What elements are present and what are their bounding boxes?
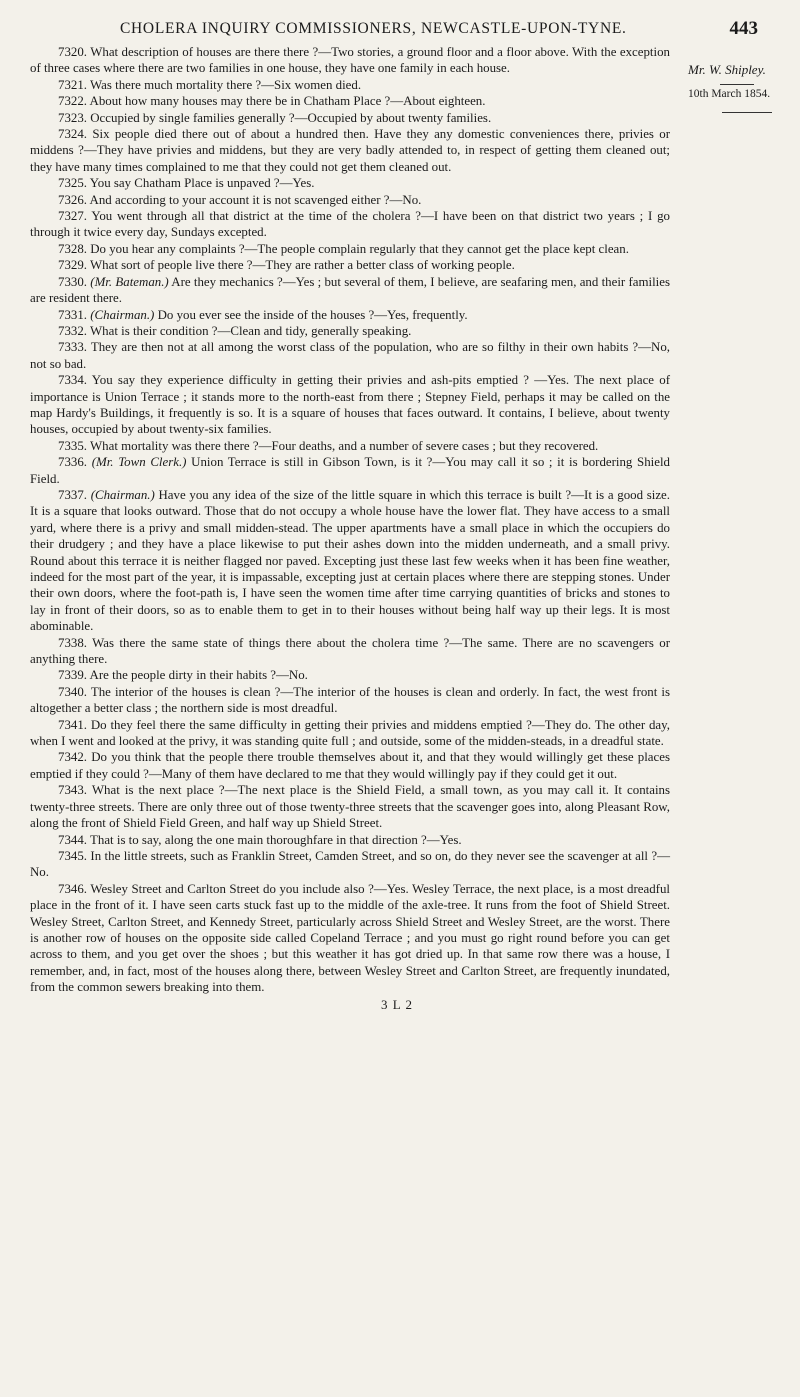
testimony-paragraph <box>30 323 670 339</box>
speaker-label: (Chairman.) <box>90 307 155 322</box>
paragraph-text: And according to your account it is not scavenged either ?—No. <box>89 192 422 207</box>
question-number: 7337. <box>58 487 88 502</box>
speaker-label: (Mr. Town Clerk.) <box>91 455 187 470</box>
question-number: 7322. <box>58 94 88 109</box>
witness-name: Mr. W. Shipley. <box>688 62 766 77</box>
testimony-paragraph <box>30 881 670 996</box>
paragraph-text: In the little streets, such as Franklin Street, Camden Street, and so on, do they never see the scavenger at all ?—No. <box>30 848 670 880</box>
question-number: 7335. <box>58 438 88 453</box>
paragraph-text: Are they mechanics ?—Yes ; but several of them, I believe, are seafaring men, and their families are resident there. <box>30 274 670 306</box>
testimony-paragraph <box>30 274 670 307</box>
question-number: 7340. <box>58 684 88 699</box>
testimony-paragraph <box>30 782 670 831</box>
paragraph-text: You say they experience difficulty in getting their privies and ash-pits emptied ? —Yes. The next place of importance is Union Terrace ; it stands more to the north-east from there ; Stepney Field, perhaps it may be called on the map Hardy's Buildings, it frequently is so. It is a square of houses that faces outward. It contains, I believe, about twenty houses, occupied by about twenty-six families. <box>30 373 670 437</box>
paragraph-text: Occupied by single families generally ?—Occupied by about twenty families. <box>90 110 492 125</box>
question-number: 7325. <box>58 176 88 191</box>
paragraph-text: The interior of the houses is clean ?—The interior of the houses is clean and orderly. In fact, the west front is altogether a better class ; the northern side is most dreadful. <box>30 684 670 716</box>
paragraph-text: Are the people dirty in their habits ?—No. <box>89 668 308 683</box>
testimony-paragraph <box>30 93 670 109</box>
question-number: 7323. <box>58 110 88 125</box>
speaker-label: (Mr. Bateman.) <box>90 274 169 289</box>
question-number: 7342. <box>58 750 88 765</box>
hearing-date: 10th March 1854. <box>688 88 771 100</box>
question-number: 7343. <box>58 783 88 798</box>
question-number: 7345. <box>58 848 88 863</box>
testimony-paragraph <box>30 110 670 126</box>
testimony-paragraph <box>30 717 670 750</box>
testimony-paragraph <box>30 848 670 881</box>
question-number: 7331. <box>58 307 88 322</box>
paragraph-text: Was there much mortality there ?—Six women died. <box>90 77 362 92</box>
question-number: 7341. <box>58 717 88 732</box>
question-number: 7338. <box>58 635 88 650</box>
question-number: 7329. <box>58 258 88 273</box>
question-number: 7327. <box>58 209 88 224</box>
page-header <box>30 10 764 44</box>
testimony-paragraph <box>30 749 670 782</box>
testimony-paragraph <box>30 667 670 683</box>
question-number: 7324. <box>58 127 88 142</box>
page-number: 443 <box>729 18 758 39</box>
paragraph-text: What mortality was there there ?—Four deaths, and a number of severe cases ; but they recovered. <box>90 438 599 453</box>
testimony-paragraph <box>30 208 670 241</box>
paragraph-text: What is the next place ?—The next place is the Shield Field, a small town, as you may call it. It contains twenty-three streets. There are only three out of those twenty-three streets that the scavenger goes into, along Pleasant Row, along the front of Shield Field Green, and half way up Shield Street. <box>30 783 670 831</box>
question-number: 7321. <box>58 77 88 92</box>
question-number: 7326. <box>58 192 88 207</box>
testimony-paragraph <box>30 192 670 208</box>
margin-rule <box>720 84 754 85</box>
testimony-paragraph <box>30 257 670 273</box>
margin-note <box>688 62 800 113</box>
paragraph-text: Do you ever see the inside of the houses ?—Yes, frequently. <box>157 307 468 322</box>
question-number: 7328. <box>58 241 88 256</box>
paragraph-text: What is their condition ?—Clean and tidy, generally speaking. <box>90 323 412 338</box>
margin-rule <box>722 112 772 113</box>
question-number: 7332. <box>58 323 88 338</box>
testimony-paragraph <box>30 372 670 438</box>
testimony-paragraph <box>30 77 670 93</box>
question-number: 7330. <box>58 274 88 289</box>
paragraph-text: Was there the same state of things there about the cholera time ?—The same. There are no scavengers or anything there. <box>30 635 670 667</box>
question-number: 7346. <box>58 881 88 896</box>
testimony-paragraph <box>30 454 670 487</box>
signature-mark: 3 L 2 <box>381 996 413 1012</box>
testimony-body <box>30 44 670 996</box>
testimony-paragraph <box>30 241 670 257</box>
testimony-paragraph <box>30 438 670 454</box>
paragraph-text: Do you hear any complaints ?—The people complain regularly that they cannot get the place kept clean. <box>90 241 629 256</box>
testimony-paragraph <box>30 307 670 323</box>
testimony-paragraph <box>30 175 670 191</box>
paragraph-text: That is to say, along the one main thoroughfare in that direction ?—Yes. <box>90 832 462 847</box>
paragraph-text: Have you any idea of the size of the little square in which this terrace is built ?—It is a good size. It is a square that looks outward. Those that do not occupy a whole house have the lower flat. They have access to a small yard, where there is a privy and small midden-stead. The upper apartments have a small place in which the occupiers do their drudgery ; and they have a place likewise to put their ashes down into the midden underneath, and a small privy. Round about this terrace it is neither flagged nor paved. Excepting just these last few weeks when it has been fine weather, indeed for the most part of the year, it is impassable, excepting just at certain places where there are stepping stones. Under their own doors, where the foot-path is, I have seen the women time after time carrying quantities of bricks and stones to lay in front of their doors, so as to enable them to get in to their houses without being half way up their legs. It is most abominable. <box>30 487 670 634</box>
question-number: 7344. <box>58 832 88 847</box>
paragraph-text: Wesley Street and Carlton Street do you include also ?—Yes. Wesley Terrace, the next place, is a most dreadful place in the front of it. I have seen carts stuck fast up to the middle of the axle-tree. It runs from the foot of Shield Street. Wesley Street, Carlton Street, and Kennedy Street, particularly across Shield Street and Wesley Street, are the worst. There is another row of houses on the opposite side called Copeland Terrace ; and you must go right round before you can get across to them, and you get over the shoes ; but this weather it has got dried up. In that same row there was a house, I remember, and, in fact, most of the houses along there, between Wesley Street and Carlton Street, are frequently inundated, from the common sewers breaking into them. <box>30 881 671 995</box>
testimony-paragraph <box>30 126 670 175</box>
paragraph-text: Union Terrace is still in Gibson Town, is it ?—You may call it so ; it is bordering Shield Field. <box>30 455 670 486</box>
question-number: 7334. <box>58 373 88 388</box>
testimony-paragraph <box>30 635 670 668</box>
speaker-label: (Chairman.) <box>90 487 155 502</box>
question-number: 7336. <box>58 455 88 470</box>
paragraph-text: What description of houses are there there ?—Two stories, a ground floor and a floor above. With the exception of three cases where there are two families in one house, they have one family in each house. <box>30 45 670 76</box>
testimony-paragraph <box>30 684 670 717</box>
testimony-paragraph <box>30 832 670 848</box>
question-number: 7320. <box>58 45 88 59</box>
paragraph-text: Do you think that the people there trouble themselves about it, and that they would willingly get these places emptied if they could ?—Many of them have declared to me that they would willingly pay if they could get it out. <box>30 750 670 781</box>
paragraph-text: What sort of people live there ?—They are rather a better class of working people. <box>90 258 515 273</box>
paragraph-text: You say Chatham Place is unpaved ?—Yes. <box>89 176 315 191</box>
paragraph-text: They are then not at all among the worst class of the population, who are so filthy in their own habits ?—No, not so bad. <box>30 340 670 371</box>
paragraph-text: About how many houses may there be in Chatham Place ?—About eighteen. <box>89 94 486 109</box>
testimony-paragraph <box>30 487 670 635</box>
paragraph-text: Six people died there out of about a hundred then. Have they any domestic conveniences there, privies or middens ?—They have privies and middens, but they are very badly attended to, in respect of getting them cleaned out; they have many times complained to me that they could not get them cleaned out. <box>30 127 670 174</box>
question-number: 7339. <box>58 668 88 683</box>
testimony-paragraph <box>30 339 670 372</box>
testimony-paragraph <box>30 44 670 77</box>
paragraph-text: You went through all that district at the time of the cholera ?—I have been on that district two years ; I go through it twice every day, Sundays excepted. <box>30 209 670 240</box>
running-title: CHOLERA INQUIRY COMMISSIONERS, NEWCASTLE-UPON-TYNE. <box>120 20 627 37</box>
paragraph-text: Do they feel there the same difficulty in getting their privies and middens emptied ?—They do. The other day, when I went and looked at the privy, it was standing quite full ; and outside, some of the midden-steads, in a dreadful state. <box>30 717 670 749</box>
question-number: 7333. <box>58 340 88 355</box>
